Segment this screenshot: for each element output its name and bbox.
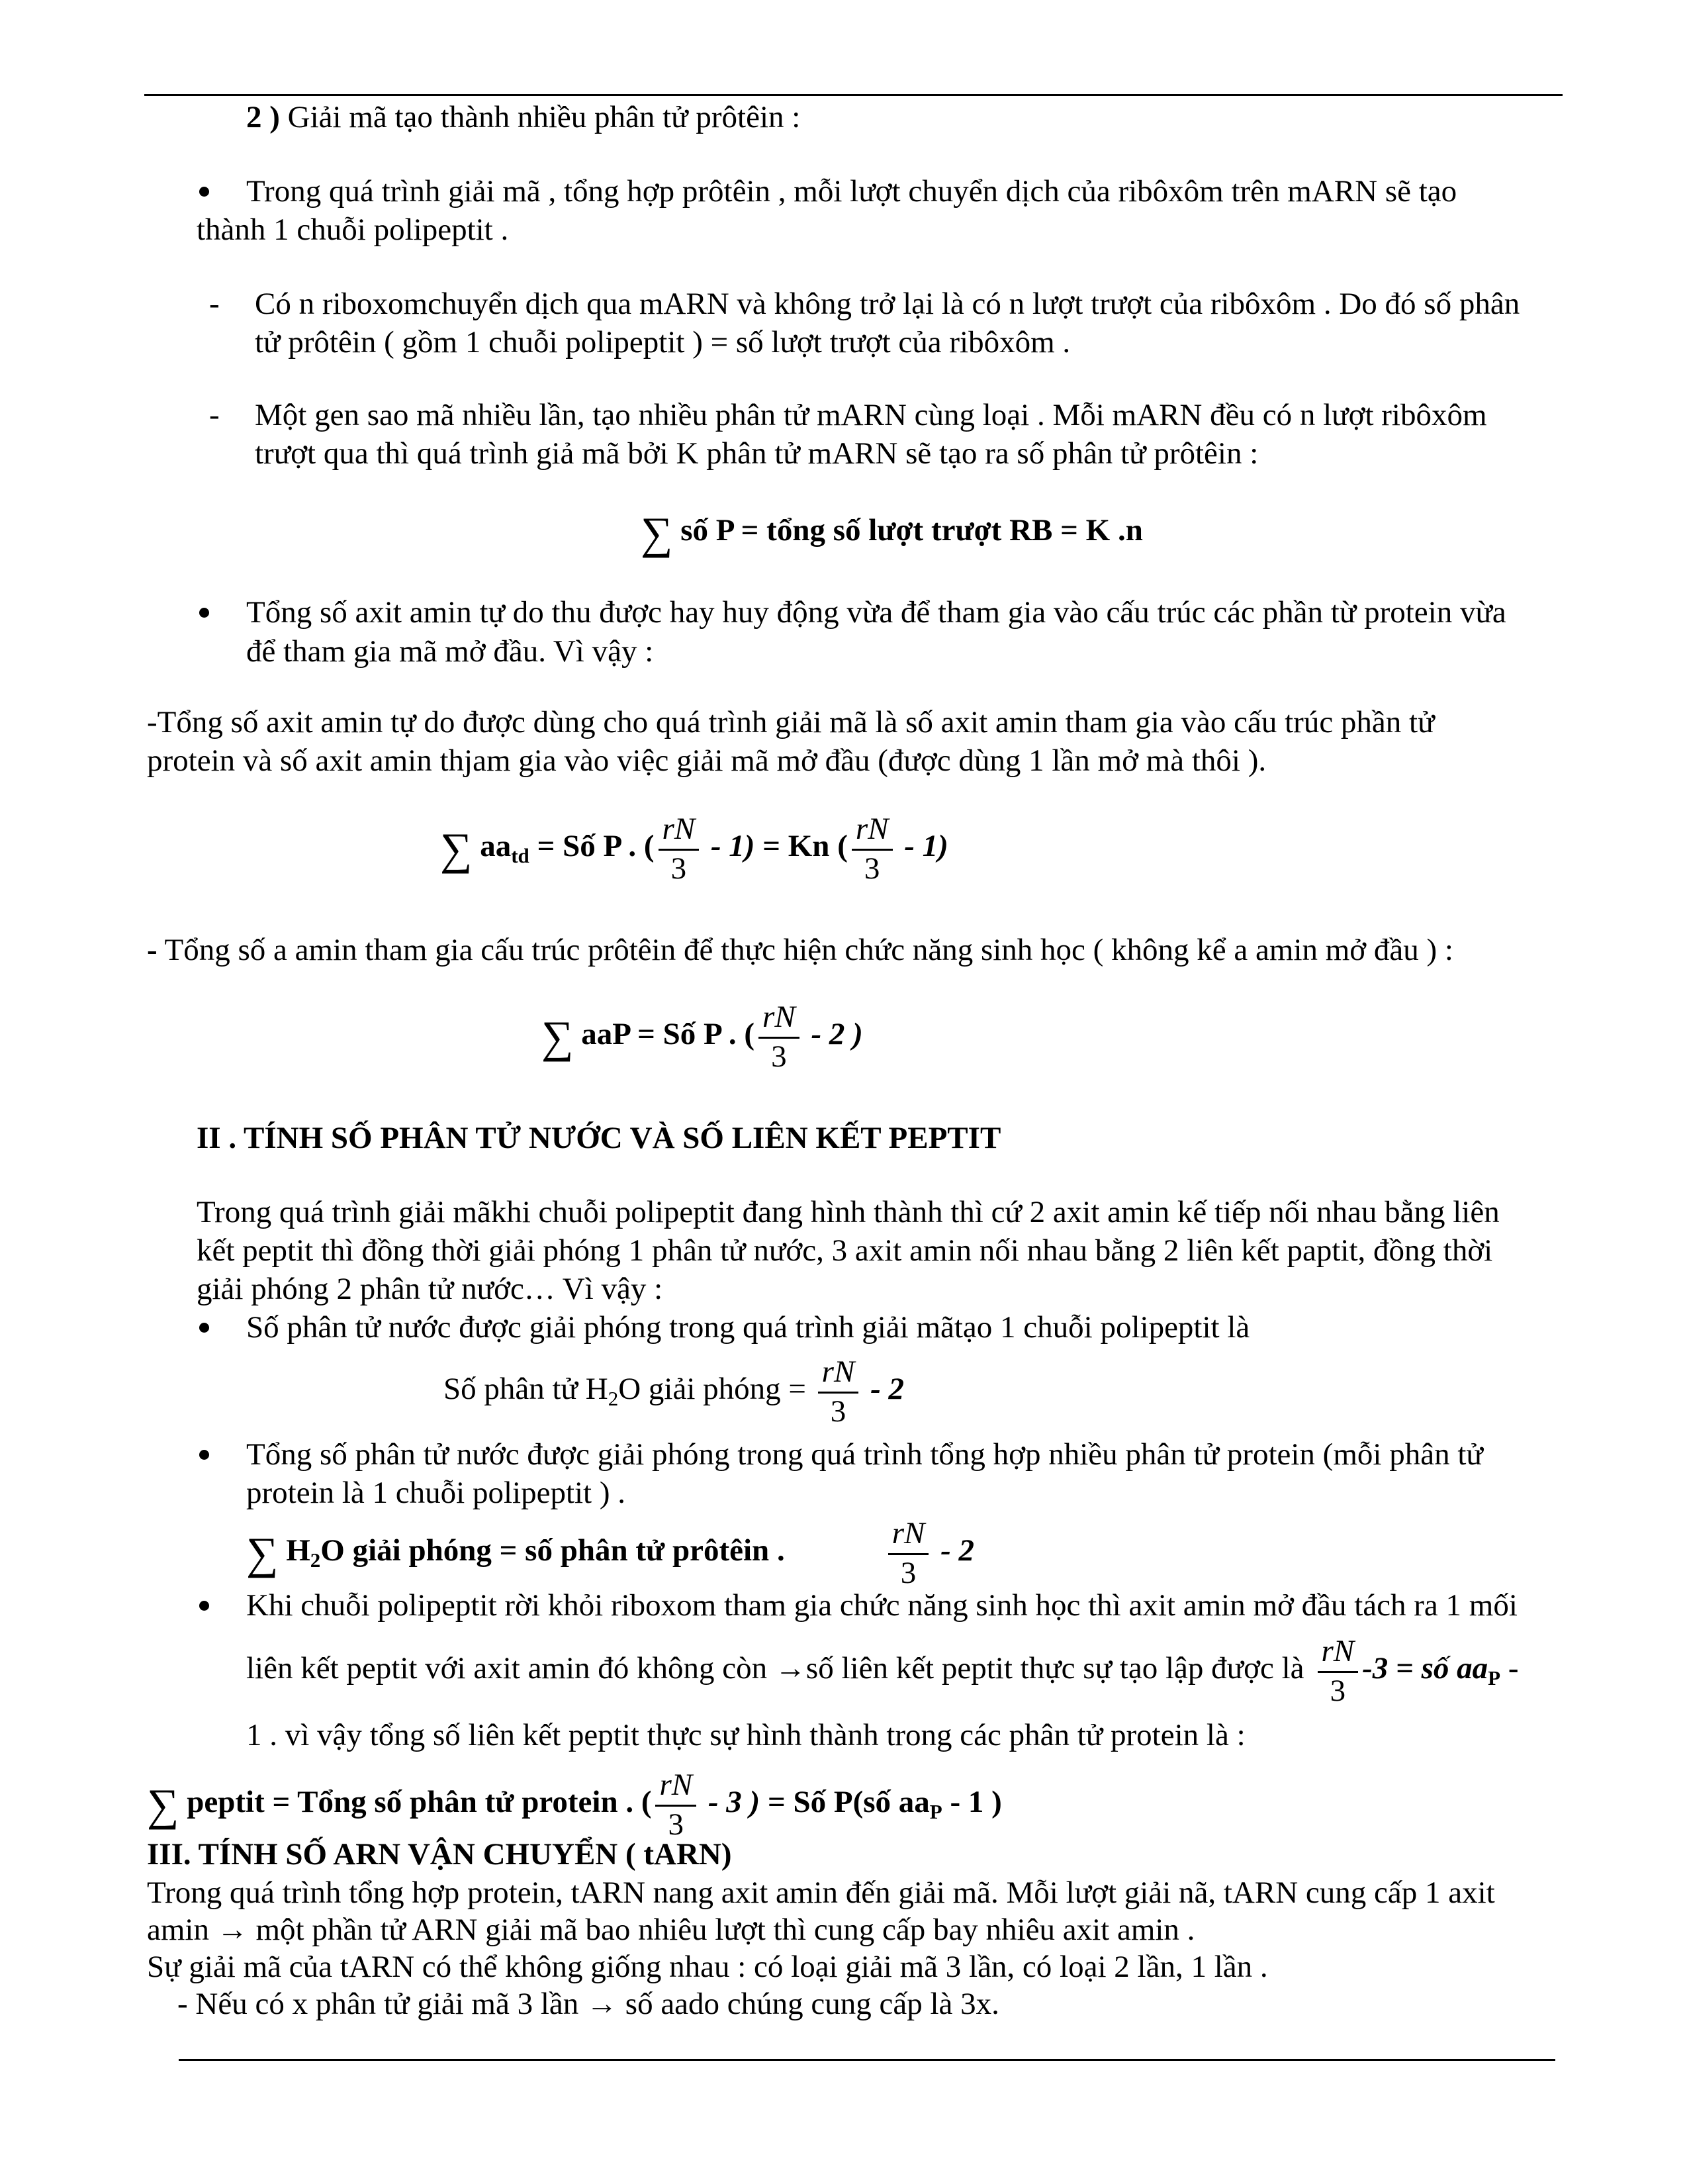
sigma-icon: ∑ xyxy=(641,508,673,558)
bullet-4-line-2: protein là 1 chuỗi polipeptit ) . xyxy=(246,1476,626,1510)
formula-free-amino-acids: ∑ $aa_{td}$ = Số P . ( $\frac{rN}{3}$ - 1) = Kn ( $\frac{rN}{3}$ - 1) xyxy=(440,811,948,886)
dash-2-mark: - xyxy=(209,398,220,432)
fraction-rn-over-3: $\frac{rN}{3}$ xyxy=(659,814,700,884)
section-II-heading: II . TÍNH SỐ PHÂN TỬ NƯỚC VÀ SỐ LIÊN KẾT PEPTIT xyxy=(197,1121,1001,1155)
section-2-heading: 2 ) Giải mã tạo thành nhiều phân tử prôtêin : xyxy=(246,100,801,134)
paragraph-4-line-4: - Nếu có x phân tử giải mã 3 lần → số aado chúng cung cấp là 3x. xyxy=(177,1987,999,2021)
bullet-1-line-2: thành 1 chuỗi polipeptit . xyxy=(197,213,509,247)
dash-1-line-2: tử prôtêin ( gồm 1 chuỗi polipeptit ) = số lượt trượt của ribôxôm . xyxy=(255,325,1071,359)
fraction-rn-over-3: $\frac{rN}{3}$ xyxy=(655,1770,696,1840)
paragraph-4-line-3: Sự giải mã của tARN có thể không giống nhau : có loại giải mã 3 lần, có loại 2 lần, 1 lần . xyxy=(147,1950,1268,1984)
fraction-rn-over-3: $\frac{rN}{3}$ xyxy=(1318,1636,1359,1707)
bullet-1-line-1: Trong quá trình giải mã , tổng hợp prôtêin , mỗi lượt chuyển dịch của ribôxôm trên mARN sẽ tạo xyxy=(246,174,1457,209)
bullet-5-line-1: Khi chuỗi polipeptit rời khỏi riboxom tham gia chức năng sinh học thì axit amin mở đầu tách ra 1 mối xyxy=(246,1588,1518,1623)
formula-structural-amino-acids: ∑ aaP = Số P . ( $\frac{rN}{3}$ - 2 ) xyxy=(541,999,863,1074)
paragraph-2: - Tổng số a amin tham gia cấu trúc prôtêin để thực hiện chức năng sinh học ( không kể a amin mở đầu ) : xyxy=(147,933,1453,967)
arrow-right-icon: → xyxy=(216,1913,248,1947)
fraction-rn-over-3: $\frac{rN}{3}$ xyxy=(758,1002,799,1072)
sigma-icon: ∑ xyxy=(541,1012,574,1062)
section-III-heading: III. TÍNH SỐ ARN VẬN CHUYỂN ( tARN) xyxy=(147,1837,732,1872)
arrow-right-icon: → xyxy=(774,1651,806,1685)
bullet-5-line-3: 1 . vì vậy tổng số liên kết peptit thực sự hình thành trong các phân tử protein là : xyxy=(246,1718,1246,1752)
paragraph-3-line-3: giải phóng 2 phân tử nước… Vì vậy : xyxy=(197,1272,663,1306)
bullet-2-icon xyxy=(199,608,209,618)
bullet-3-icon xyxy=(199,1323,209,1333)
sigma-icon: ∑ xyxy=(440,824,473,874)
bullet-5-line-2: liên kết peptit với axit amin đó không còn →số liên kết peptit thực sự tạo lập được là $\frac{rN}{3}$ -3 = số $aa_P$ - xyxy=(246,1633,1519,1708)
fraction-rn-over-3: $\frac{rN}{3}$ xyxy=(818,1356,859,1427)
paragraph-3-line-2: kết peptit thì đồng thời giải phóng 1 phân tử nước, 3 axit amin nối nhau bằng 2 liên kết paptit, đồng thời xyxy=(197,1233,1493,1268)
sigma-icon: ∑ xyxy=(147,1780,179,1830)
bullet-1-icon xyxy=(199,187,209,197)
bullet-2-line-1: Tổng số axit amin tự do thu được hay huy động vừa để tham gia vào cấu trúc các phần từ protein vừa xyxy=(246,595,1506,630)
paragraph-3-line-1: Trong quá trình giải mãkhi chuỗi polipeptit đang hình thành thì cứ 2 axit amin kế tiếp nối nhau bằng liên xyxy=(197,1195,1500,1229)
bullet-2-line-2: để tham gia mã mở đầu. Vì vậy : xyxy=(246,634,654,669)
bullet-3-text: Số phân tử nước được giải phóng trong quá trình giải mãtạo 1 chuỗi polipeptit là xyxy=(246,1310,1250,1345)
paragraph-4-line-2: amin → một phần tử ARN giải mã bao nhiêu lượt thì cung cấp bay nhiêu axit amin . xyxy=(147,1913,1195,1947)
sigma-icon: ∑ xyxy=(246,1528,279,1578)
formula-water-total: ∑ $H_2O$ giải phóng = số phân tử prôtêin . $\frac{rN}{3}$ - 2 xyxy=(246,1515,974,1590)
dash-1-line-1: Có n riboxomchuyển dịch qua mARN và không trở lại là có n lượt trượt của ribôxôm . Do đó số phân xyxy=(255,287,1520,321)
bullet-4-icon xyxy=(199,1450,209,1460)
bottom-rule xyxy=(179,2059,1555,2061)
paragraph-1-line-2: protein và số axit amin thjam gia vào việc giải mã mở đầu (được dùng 1 lần mở mà thôi ). xyxy=(147,743,1267,778)
paragraph-1-line-1: -Tổng số axit amin tự do được dùng cho quá trình giải mã là số axit amin tham gia vào cấu trúc phần tử xyxy=(147,705,1435,739)
paragraph-4-line-1: Trong quá trình tổng hợp protein, tARN nang axit amin đến giải mã. Mỗi lượt giải nã, tARN cung cấp 1 axit xyxy=(147,1875,1495,1910)
dash-2-line-2: trượt qua thì quá trình giả mã bởi K phân tử mARN sẽ tạo ra số phân tử prôtêin : xyxy=(255,436,1259,471)
formula-total-protein: ∑ số P = tổng số lượt trượt RB = K .n xyxy=(641,508,1143,558)
bullet-4-line-1: Tổng số phân tử nước được giải phóng trong quá trình tổng hợp nhiều phân tử protein (mỗi phân tử xyxy=(246,1437,1483,1472)
fraction-rn-over-3: $\frac{rN}{3}$ xyxy=(852,814,893,884)
top-rule xyxy=(144,94,1563,96)
dash-1-mark: - xyxy=(209,287,220,321)
dash-2-line-1: Một gen sao mã nhiều lần, tạo nhiều phân tử mARN cùng loại . Mỗi mARN đều có n lượt ribôxôm xyxy=(255,398,1487,432)
arrow-right-icon: → xyxy=(586,1987,618,2021)
formula-water-single: Số phân tử $H_2O$ giải phóng = $\frac{rN}{3}$ - 2 xyxy=(443,1354,904,1429)
bullet-5-icon xyxy=(199,1601,209,1611)
fraction-rn-over-3: $\frac{rN}{3}$ xyxy=(888,1518,929,1589)
formula-peptide-bonds: ∑ peptit = Tổng số phân tử protein . ( $\frac{rN}{3}$ - 3 ) = Số P(số $aa_P - 1$ ) xyxy=(147,1767,1002,1842)
